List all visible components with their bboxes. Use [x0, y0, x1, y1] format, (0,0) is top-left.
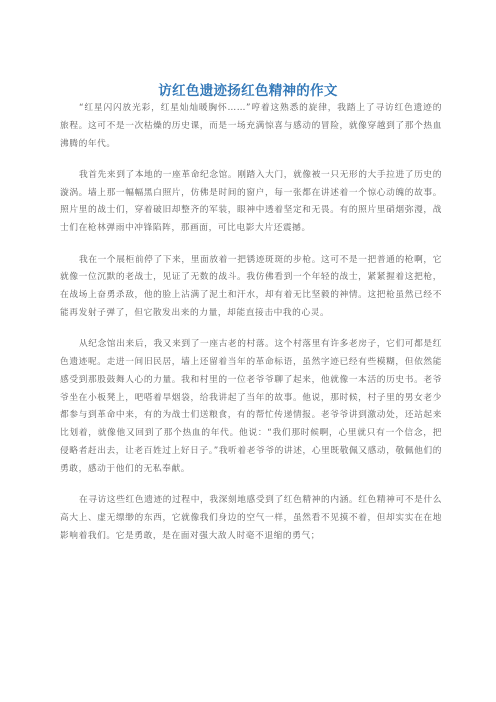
paragraph-4: 从纪念馆出来后，我又来到了一座古老的村落。这个村落里有许多老房子，它们可都是红色遗迹呢。走进一间旧民居，墙上还留着当年的革命标语，虽然字迹已经有些模糊，但依然能感受到那股鼓舞人心的力量。我和村里的一位老爷爷聊了起来，他就像一本活的历史书。老爷爷坐在小板凳上，吧嗒着旱烟袋，给我讲起了当年的故事。他说，那时候，村子里的男女老少都参与到革命中来，有的为战士们送粮食，有的帮忙传递情报。老爷爷讲到激动处，还站起来比划着，就像他又回到了那个热血的年代。他说：“我们那时候啊，心里就只有一个信念，把侵略者赶出去，让老百姓过上好日子。”我听着老爷爷的讲述，心里既敬佩又感动，敬佩他们的勇敢，感动于他们的无私奉献。 [60, 339, 442, 474]
document-title: 访红色遗迹扬红色精神的作文 [158, 83, 338, 99]
paragraph-1: “红星闪闪放光彩，红星灿灿暖胸怀……”哼着这熟悉的旋律，我踏上了寻访红色遗迹的旅程。这可不是一次枯燥的历史课，而是一场充满惊喜与感动的冒险，就像穿越到了那个热血沸腾的年代。 [60, 103, 442, 149]
paragraph-5: 在寻访这些红色遗迹的过程中，我深刻地感受到了红色精神的内涵。红色精神可不是什么高大上、虚无缥缈的东西，它就像我们身边的空气一样，虽然看不见摸不着，但却实实在在地影响着我们。它是勇敢，是在面对强大敌人时毫不退缩的勇气； [60, 495, 442, 541]
document-body [60, 100, 442, 559]
paragraph-2: 我首先来到了本地的一座革命纪念馆。刚踏入大门，就像被一只无形的大手拉进了历史的漩涡。墙上那一幅幅黑白照片，仿佛是时间的窗户，每一张都在讲述着一个惊心动魄的故事。照片里的战士们，穿着破旧却整齐的军装，眼神中透着坚定和无畏。有的照片里硝烟弥漫，战士们在枪林弹雨中冲锋陷阵，那画面，可比电影大片还震撼。 [60, 169, 442, 234]
paragraph-3: 我在一个展柜前停了下来，里面放着一把锈迹斑斑的步枪。这可不是一把普通的枪啊，它就像一位沉默的老战士，见证了无数的战斗。我仿佛看到一个年轻的战士，紧紧握着这把枪，在战场上奋勇杀敌，他的脸上沾满了泥土和汗水，却有着无比坚毅的神情。这把枪虽然已经不能再发射子弹了，但它散发出来的力量，却能直接击中我的心灵。 [60, 254, 442, 318]
